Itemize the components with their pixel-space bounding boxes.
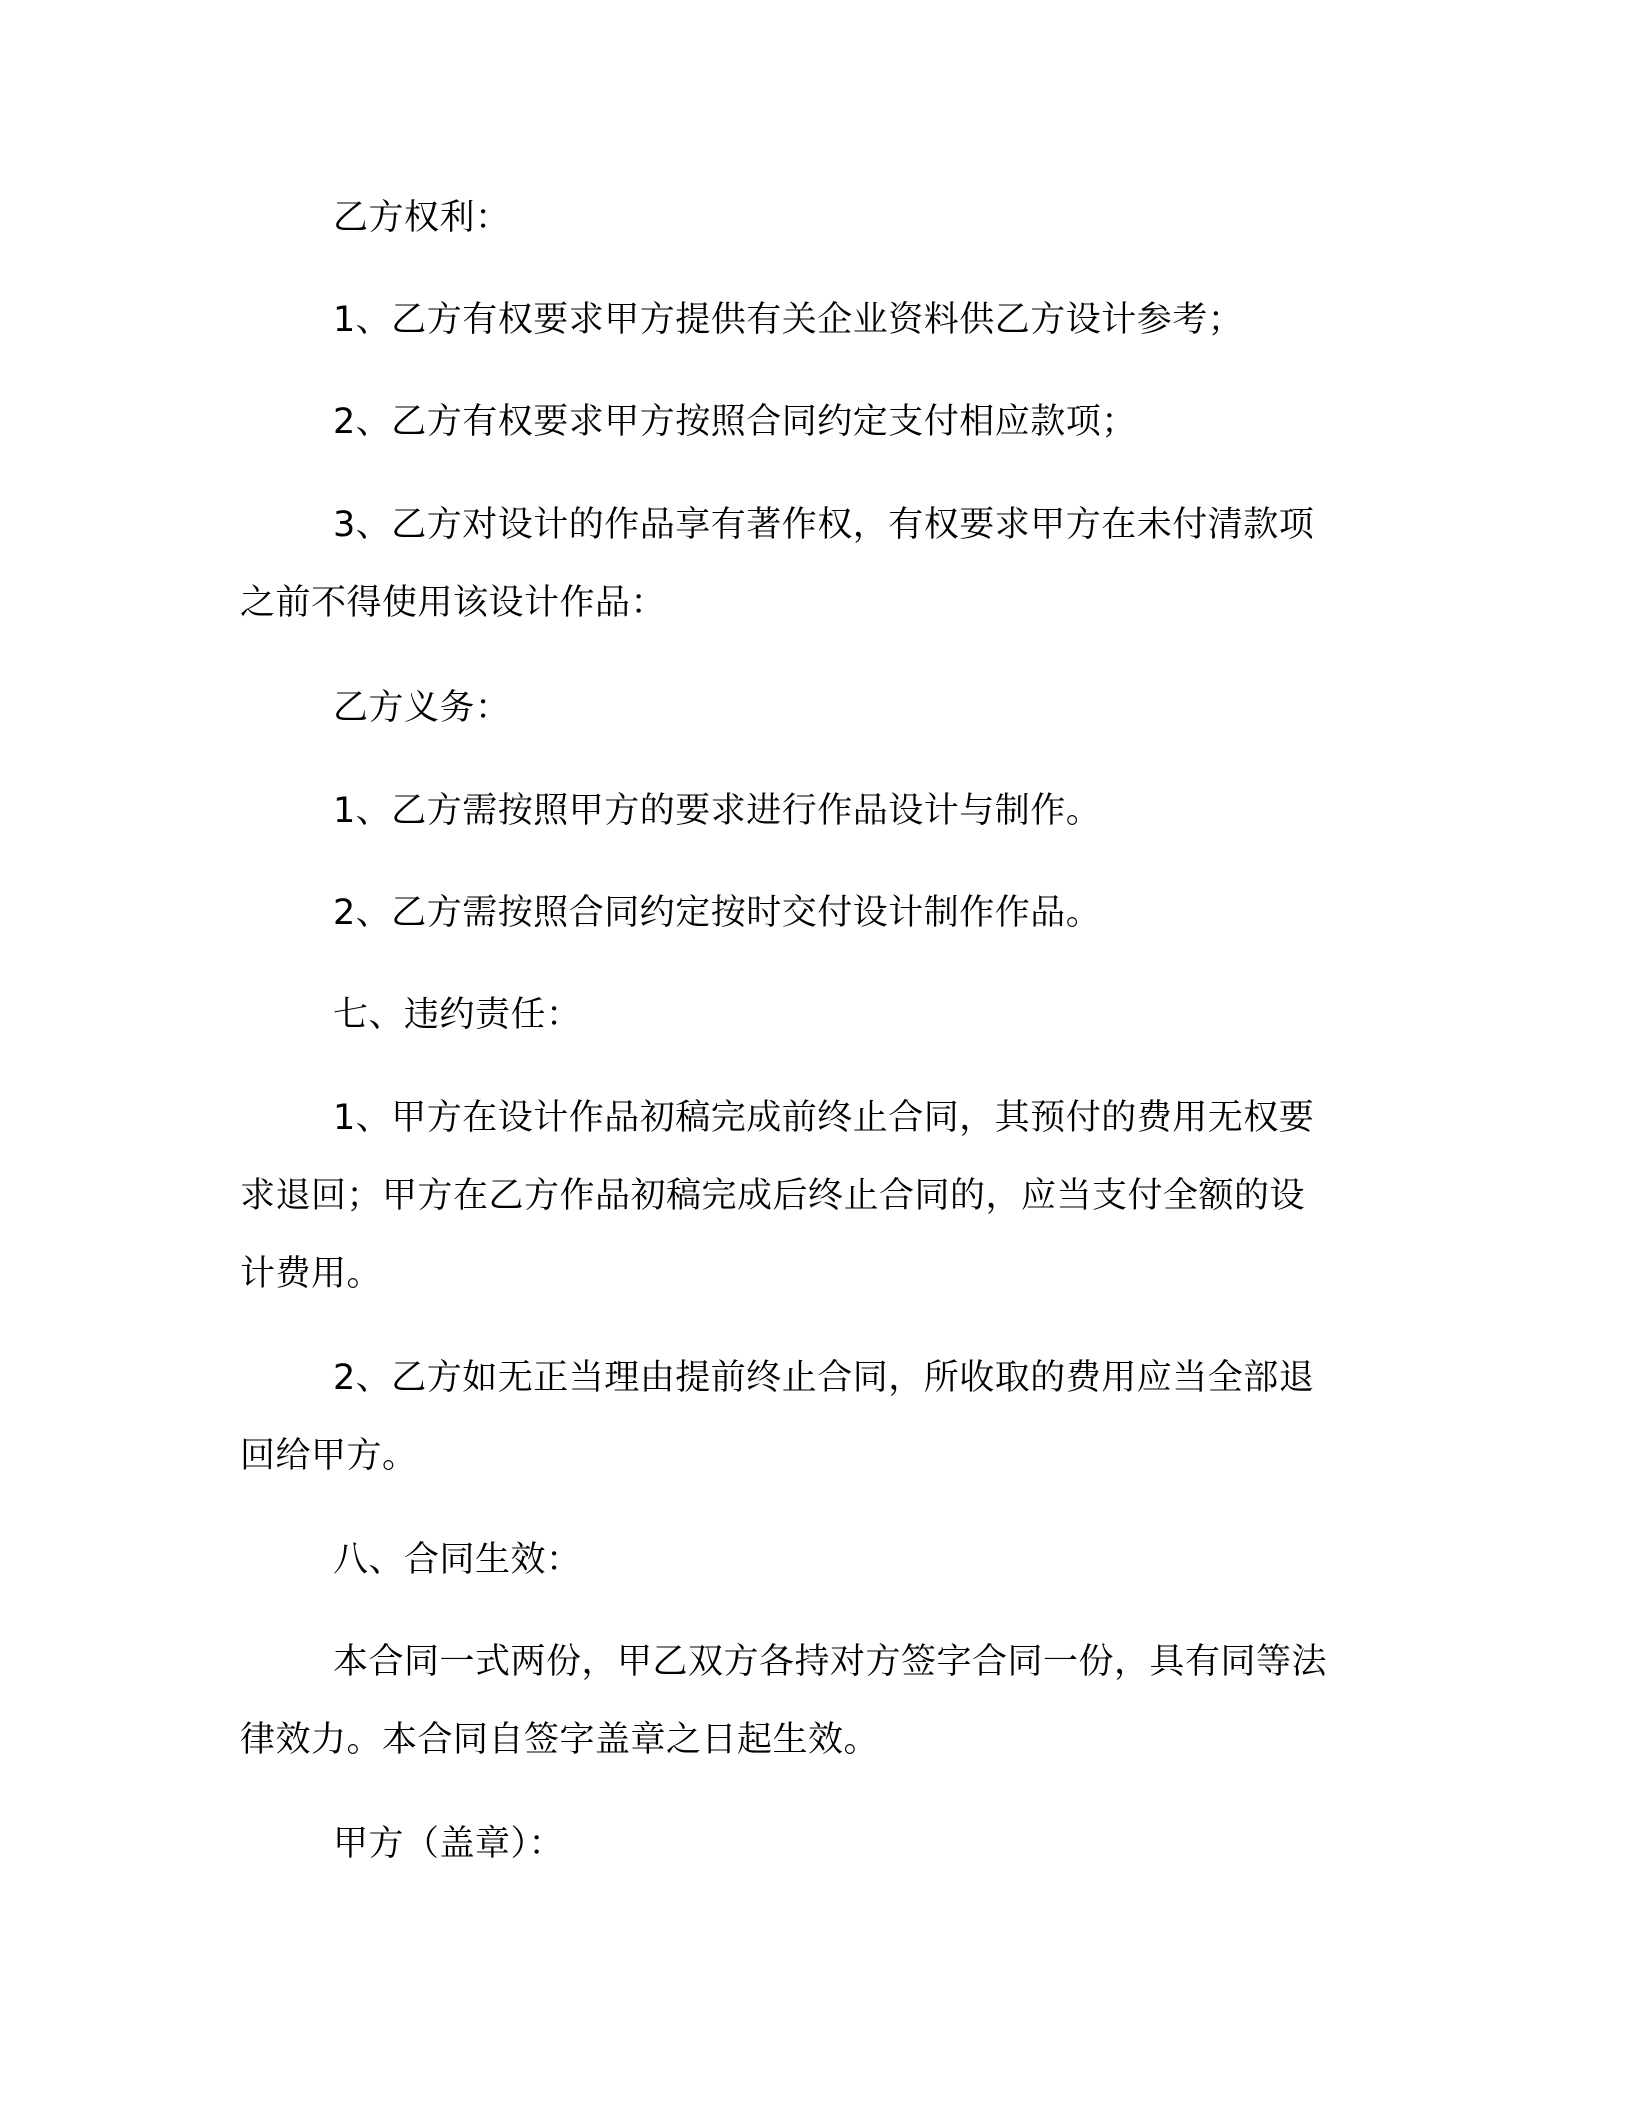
- rights-item-2: 2、乙方有权要求甲方按照合同约定支付相应款项；: [333, 402, 1137, 442]
- breach-item-1-line-2: 求退回；甲方在乙方作品初稿完成后终止合同的，应当支付全额的设: [240, 1176, 1306, 1216]
- breach-item-2-line-1: 2、乙方如无正当理由提前终止合同，所收取的费用应当全部退: [333, 1358, 1315, 1398]
- heading-breach-liability: 七、违约责任：: [333, 995, 582, 1035]
- heading-party-b-obligations: 乙方义务：: [333, 688, 511, 728]
- effective-clause-line-1: 本合同一式两份，甲乙双方各持对方签字合同一份，具有同等法: [333, 1642, 1328, 1682]
- rights-item-3-line-2: 之前不得使用该设计作品：: [240, 583, 667, 623]
- breach-item-2-line-2: 回给甲方。: [240, 1436, 418, 1476]
- obligations-item-2: 2、乙方需按照合同约定按时交付设计制作作品。: [333, 893, 1102, 933]
- breach-item-1-line-3: 计费用。: [240, 1254, 383, 1294]
- rights-item-3-line-1: 3、乙方对设计的作品享有著作权，有权要求甲方在未付清款项: [333, 505, 1315, 545]
- obligations-item-1: 1、乙方需按照甲方的要求进行作品设计与制作。: [333, 791, 1102, 831]
- breach-item-1-line-1: 1、甲方在设计作品初稿完成前终止合同，其预付的费用无权要: [333, 1098, 1315, 1138]
- heading-party-b-rights: 乙方权利：: [333, 198, 511, 238]
- effective-clause-line-2: 律效力。本合同自签字盖章之日起生效。: [240, 1720, 880, 1760]
- heading-contract-effective: 八、合同生效：: [333, 1540, 582, 1580]
- rights-item-1: 1、乙方有权要求甲方提供有关企业资料供乙方设计参考；: [333, 300, 1244, 340]
- party-a-seal-label: 甲方（盖章）：: [333, 1824, 565, 1864]
